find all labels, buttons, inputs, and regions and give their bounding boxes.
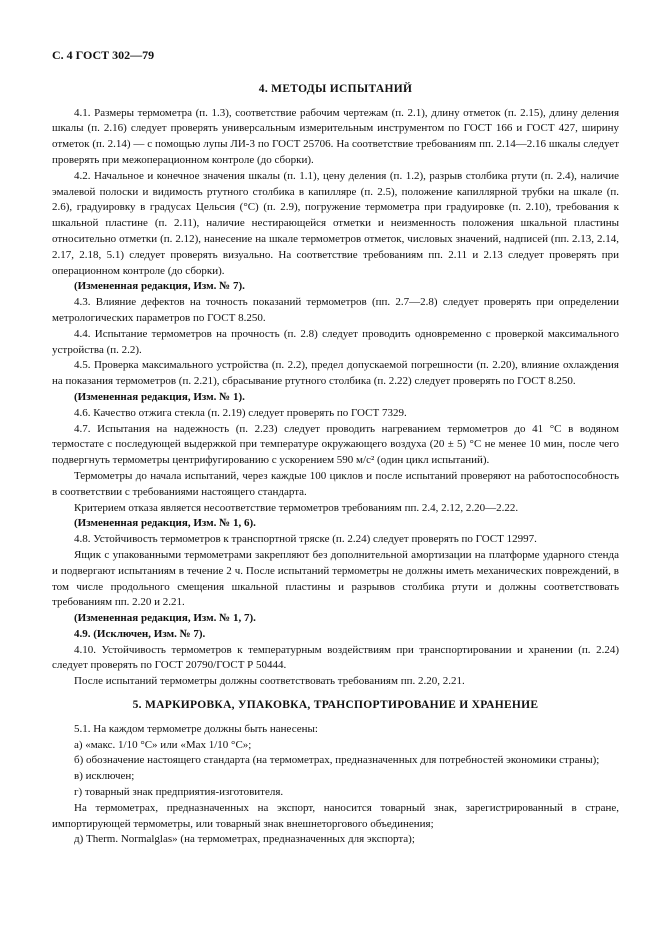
page-header: С. 4 ГОСТ 302—79 [52,48,155,62]
paragraph-4-5: 4.5. Проверка максимального устройства (п. 2.2), предел допускаемой погрешности (п. 2.20), влияние охлаждения на показания термометров (п. 2.21), сбрасывание ртутного столбика (п. 2.22) следует проверять по ГОСТ 8.250. [52,359,619,388]
list-item-a: а) «макс. 1/10 °С» или «Max 1/10 °С»; [74,738,252,751]
edition-note: (Измененная редакция, Изм. № 1, 7). [74,612,256,625]
section-5-title: 5. МАРКИРОВКА, УПАКОВКА, ТРАНСПОРТИРОВАНИЕ И ХРАНЕНИЕ [132,699,539,712]
paragraph-4-3: 4.3. Влияние дефектов на точность показаний термометров (пп. 2.7—2.8) следует проверять при определении метрологических параметров по ГОСТ 8.250. [52,296,619,324]
paragraph-4-7: 4.7. Испытания на надежность (п. 2.23) следует проводить нагреванием термометров до 41 °С в водяном термостате с последующей выдержкой при температуре окружающего воздуха (20 ± 5) °С не менее 10 мин, после чего подвергнуть термометры центрифугированию с ускорением 590 м/с² (один цикл испытаний). [52,422,619,467]
paragraph-4-8: 4.8. Устойчивость термометров к транспортной тряске (п. 2.24) следует проверять по ГОСТ 12997. [74,533,537,546]
edition-note: (Измененная редакция, Изм. № 1, 6). [74,517,256,530]
list-item-v: в) исключен; [74,770,135,783]
paragraph-4-10: 4.10. Устойчивость термометров к температурным воздействиям при транспортировании и хранении (п. 2.24) следует проверять по ГОСТ 20790/ГОСТ Р 50444. [52,643,619,672]
list-item-d: д) Therm. Normalglas» (на термометрах, предназначенных для экспорта); [74,833,415,846]
paragraph-4-9: 4.9. (Исключен, Изм. № 7). [74,627,206,640]
paragraph-4-10-continued: После испытаний термометры должны соответствовать требованиям пп. 2.20, 2.21. [74,675,465,688]
paragraph-4-2: 4.2. Начальное и конечное значения шкалы (п. 1.1), цену деления (п. 1.2), разрыв столбика ртути (п. 2.4), наличие эмалевой полоски и видимость ртутного столбика в капилляре (п. 2.5), положение капиллярной трубки на шкале (п. 2.6), градуировку в градусах Цельсия (°С) (п. 2.9), погружение термометра при градуировке (п. 2.10), требования к шкальной пластине (п. 2.11), наличие нестирающейся отметки и неизменность положения шкальной пластины относительно отметки (п. 2.12), нанесение на шкале термометров отметок, числовых значений, надписей (пп. 2.13, 2.14, 2.17, 2.18, 5.1) следует проверять визуально. На соответствие требованиям пп. 2.11 и 2.13 следует проверять при операционном контроле (до сборки). [52,169,619,277]
paragraph-4-7-continued: Термометры до начала испытаний, через каждые 100 циклов и после испытаний проверяют на работоспособность в соответствии с требованиями настоящего стандарта. [52,469,619,498]
list-item-g: г) товарный знак предприятия-изготовителя. [74,786,284,799]
edition-note: (Измененная редакция, Изм. № 1). [74,390,245,403]
paragraph-5-1: 5.1. На каждом термометре должны быть нанесены: [74,722,318,735]
edition-note: (Измененная редакция, Изм. № 7). [74,280,245,293]
paragraph-4-6: 4.6. Качество отжига стекла (п. 2.19) следует проверять по ГОСТ 7329. [74,406,407,419]
paragraph-4-8-continued: Ящик с упакованными термометрами закрепляют без дополнительной амортизации на платформе ударного стенда и подвергают испытаниям в течение 2 ч. После испытаний термометры не должны иметь механических повреждений, в том числе продольного смещения шкальной пластины и разрывов столбика ртути и должны соответствовать требованиям пп. 2.20 и 2.21. [52,548,619,609]
paragraph-export: На термометрах, предназначенных на экспорт, наносится товарный знак, зарегистрированный в стране, импортирующей термометры, или товарный знак внешнеторгового объединения; [52,801,619,830]
list-item-b: б) обозначение настоящего стандарта (на термометрах, предназначенных для потребностей экономики страны); [74,754,600,767]
paragraph-4-1: 4.1. Размеры термометра (п. 1.3), соответствие рабочим чертежам (п. 2.1), длину отметок (п. 2.15), длину деления шкалы (п. 2.16) следует проверять универсальным измерительным инструментом по ГОСТ 166 и ГОСТ 427, ширину отметок (п. 2.14) — с помощью лупы ЛИ-3 по ГОСТ 25706. На соответствие требованиям пп. 2.14—2.16 шкалы следует проверять при межоперационном контроле (до сборки). [52,106,619,166]
paragraph-4-4: 4.4. Испытание термометров на прочность (п. 2.8) следует проводить одновременно с проверкой максимального устройства (п. 2.2). [52,327,619,356]
paragraph-4-7-criterion: Критерием отказа является несоответствие термометров требованиям пп. 2.4, 2.12, 2.20—2.22. [74,501,519,514]
section-4-title: 4. МЕТОДЫ ИСПЫТАНИЙ [258,82,413,95]
